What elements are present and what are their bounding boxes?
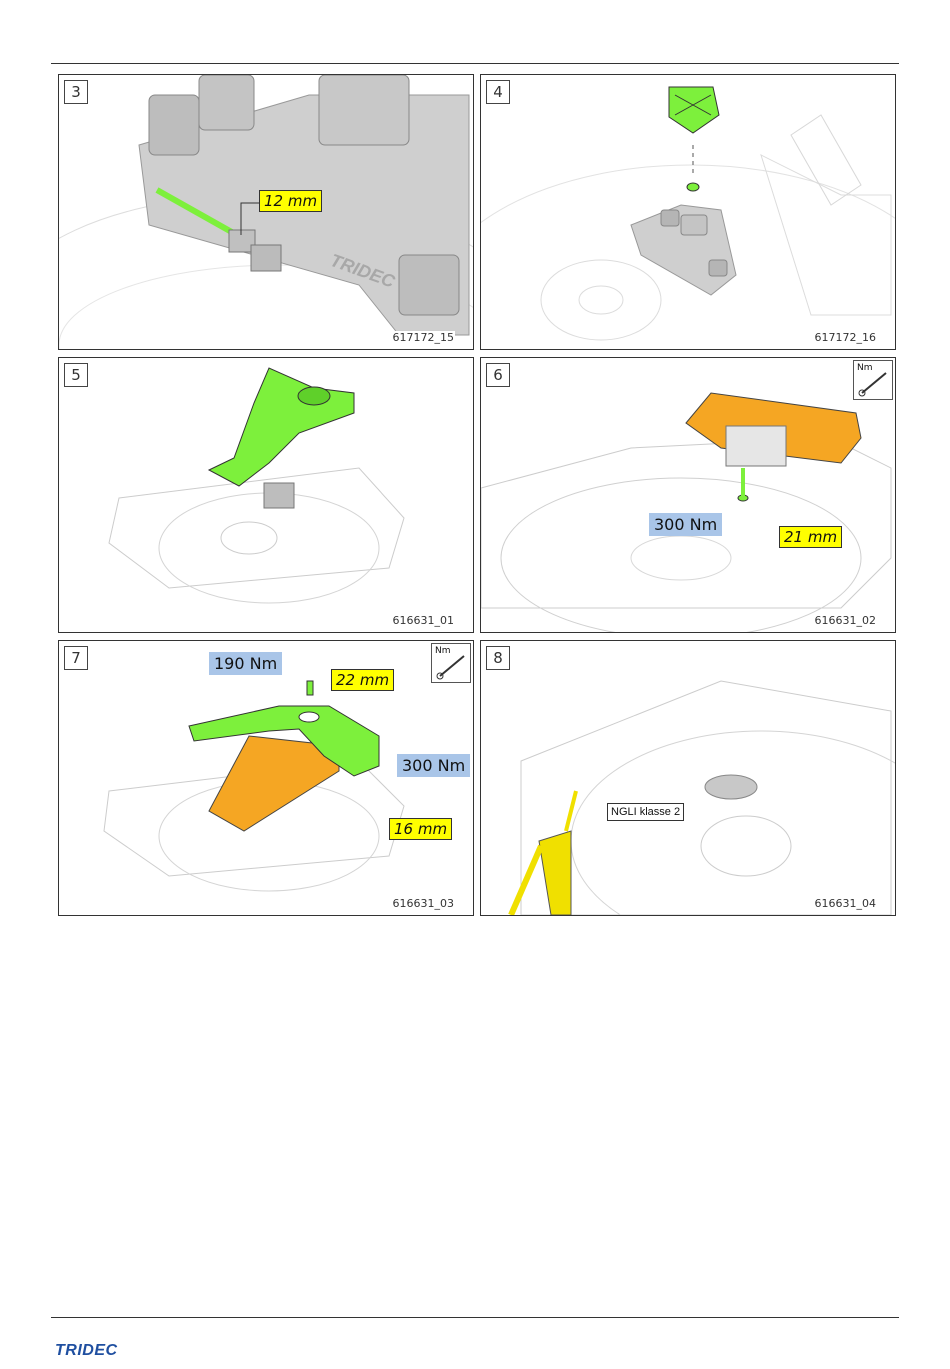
wrench-size-label-top: 22 mm <box>331 669 394 691</box>
panel-step-5 <box>58 357 474 633</box>
panel-step-3 <box>58 74 474 350</box>
panel-step-6 <box>480 357 896 633</box>
torque-label-right: 300 Nm <box>397 754 470 777</box>
step-number: 6 <box>486 363 510 387</box>
header-rule <box>51 63 899 64</box>
figure-id: 616631_04 <box>814 897 876 910</box>
step-number: 8 <box>486 646 510 670</box>
wrench-size-label-right: 16 mm <box>389 818 452 840</box>
panel-step-7 <box>58 640 474 916</box>
panel-step-4 <box>480 74 896 350</box>
figure-id: 617172_16 <box>814 331 876 344</box>
step-number: 5 <box>64 363 88 387</box>
panel-step-8 <box>480 640 896 916</box>
illustration-step-7 <box>59 641 473 915</box>
figure-id: 616631_02 <box>814 614 876 627</box>
footer-rule <box>51 1317 899 1318</box>
torque-icon-text: Nm <box>435 646 451 656</box>
illustration-step-6 <box>481 358 895 632</box>
wrench-size-label: 21 mm <box>779 526 842 548</box>
figure-id: 616631_03 <box>392 897 454 910</box>
engraving-text: TRIDEC <box>327 249 398 292</box>
illustration-step-5 <box>59 358 473 632</box>
torque-wrench-icon <box>431 643 471 683</box>
brand-logo: TRIDEC <box>55 1342 118 1359</box>
torque-label-top: 190 Nm <box>209 652 282 675</box>
illustration-step-4 <box>481 75 895 349</box>
step-number: 3 <box>64 80 88 104</box>
figure-id: 617172_15 <box>392 331 454 344</box>
torque-label: 300 Nm <box>649 513 722 536</box>
figure-id: 616631_01 <box>392 614 454 627</box>
torque-icon-text: Nm <box>857 363 873 373</box>
wrench-size-label: 12 mm <box>259 190 322 212</box>
illustration-step-3 <box>59 75 473 349</box>
illustration-step-8 <box>481 641 895 915</box>
torque-wrench-icon <box>853 360 893 400</box>
step-number: 4 <box>486 80 510 104</box>
grease-spec-label: NGLI klasse 2 <box>607 803 684 821</box>
step-number: 7 <box>64 646 88 670</box>
